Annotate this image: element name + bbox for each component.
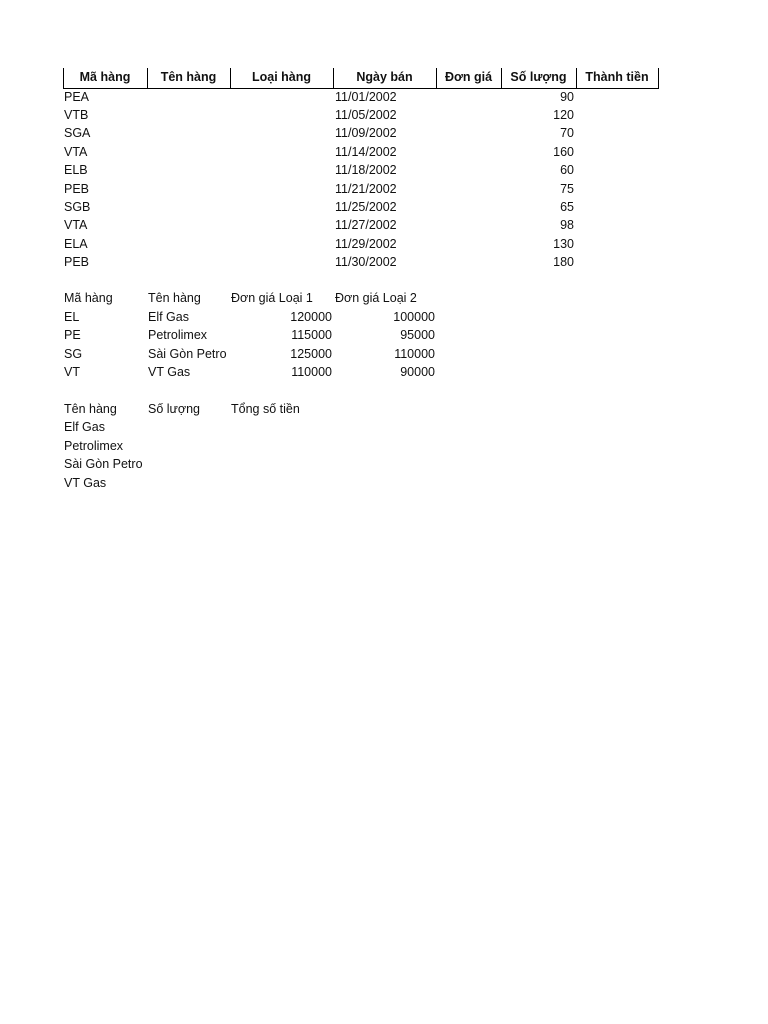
ngay-ban-cell: 11/25/2002 xyxy=(335,200,397,214)
header-so-luong: Số lượng xyxy=(510,70,567,84)
header-don-gia-loai-2: Đơn giá Loại 2 xyxy=(335,291,417,305)
don-gia-loai-2-cell: 100000 xyxy=(393,310,435,324)
ngay-ban-cell: 11/29/2002 xyxy=(335,237,397,251)
so-luong-cell: 130 xyxy=(553,237,574,251)
header-loai-hang: Loại hàng xyxy=(251,70,312,84)
header-ten-hang: Tên hàng xyxy=(148,291,201,305)
ngay-ban-cell: 11/05/2002 xyxy=(335,108,397,122)
ma-hang-cell: VTA xyxy=(64,218,88,232)
don-gia-loai-1-cell: 120000 xyxy=(290,310,332,324)
so-luong-cell: 75 xyxy=(560,182,574,196)
don-gia-loai-2-cell: 95000 xyxy=(400,328,435,342)
ngay-ban-cell: 11/27/2002 xyxy=(335,218,397,232)
ma-hang-cell: PE xyxy=(64,328,81,342)
header-thanh-tien: Thành tiền xyxy=(585,70,649,84)
ten-hang-cell: VT Gas xyxy=(64,476,107,490)
don-gia-loai-2-cell: 90000 xyxy=(400,365,435,379)
ten-hang-cell: Petrolimex xyxy=(148,328,208,342)
so-luong-cell: 60 xyxy=(560,163,574,177)
ma-hang-cell: VT xyxy=(64,365,80,379)
so-luong-cell: 180 xyxy=(553,255,574,269)
don-gia-loai-1-cell: 125000 xyxy=(290,347,332,361)
ma-hang-cell: SGA xyxy=(64,126,91,140)
don-gia-loai-1-cell: 115000 xyxy=(291,328,332,342)
header-divider xyxy=(658,68,659,89)
header-ten-hang: Tên hàng xyxy=(64,402,117,416)
so-luong-cell: 98 xyxy=(560,218,574,232)
header-don-gia-loai-1: Đơn giá Loại 1 xyxy=(231,291,313,305)
header-don-gia: Đơn giá xyxy=(444,70,493,84)
so-luong-cell: 160 xyxy=(553,145,574,159)
ten-hang-cell: Elf Gas xyxy=(148,310,189,324)
ma-hang-cell: ELA xyxy=(64,237,88,251)
ten-hang-cell: Elf Gas xyxy=(64,420,105,434)
don-gia-loai-1-cell: 110000 xyxy=(291,365,332,379)
ten-hang-cell: Sài Gòn Petro xyxy=(64,457,143,471)
ten-hang-cell: VT Gas xyxy=(148,365,191,379)
ngay-ban-cell: 11/21/2002 xyxy=(335,182,397,196)
so-luong-cell: 70 xyxy=(560,126,574,140)
ten-hang-cell: Petrolimex xyxy=(64,439,124,453)
ten-hang-cell: Sài Gòn Petro xyxy=(148,347,227,361)
ngay-ban-cell: 11/14/2002 xyxy=(335,145,397,159)
ma-hang-cell: SG xyxy=(64,347,83,361)
ma-hang-cell: VTA xyxy=(64,145,88,159)
so-luong-cell: 90 xyxy=(560,90,574,104)
header-ma-hang: Mã hàng xyxy=(64,291,113,305)
header-tong-so-tien: Tổng số tiền xyxy=(231,402,300,416)
header-so-luong: Số lượng xyxy=(148,402,201,416)
ma-hang-cell: VTB xyxy=(64,108,89,122)
don-gia-loai-2-cell: 110000 xyxy=(394,347,435,361)
header-ngay-ban: Ngày bán xyxy=(356,70,413,84)
header-ma-hang: Mã hàng xyxy=(79,70,131,84)
ngay-ban-cell: 11/18/2002 xyxy=(335,163,397,177)
ngay-ban-cell: 11/09/2002 xyxy=(335,126,397,140)
ngay-ban-cell: 11/30/2002 xyxy=(335,255,397,269)
ma-hang-cell: PEB xyxy=(64,255,90,269)
header-ten-hang: Tên hàng xyxy=(160,70,217,84)
ngay-ban-cell: 11/01/2002 xyxy=(335,90,397,104)
ma-hang-cell: PEA xyxy=(64,90,90,104)
so-luong-cell: 65 xyxy=(560,200,574,214)
ma-hang-cell: SGB xyxy=(64,200,91,214)
so-luong-cell: 120 xyxy=(553,108,574,122)
ma-hang-cell: ELB xyxy=(64,163,88,177)
ma-hang-cell: PEB xyxy=(64,182,90,196)
ma-hang-cell: EL xyxy=(64,310,80,324)
